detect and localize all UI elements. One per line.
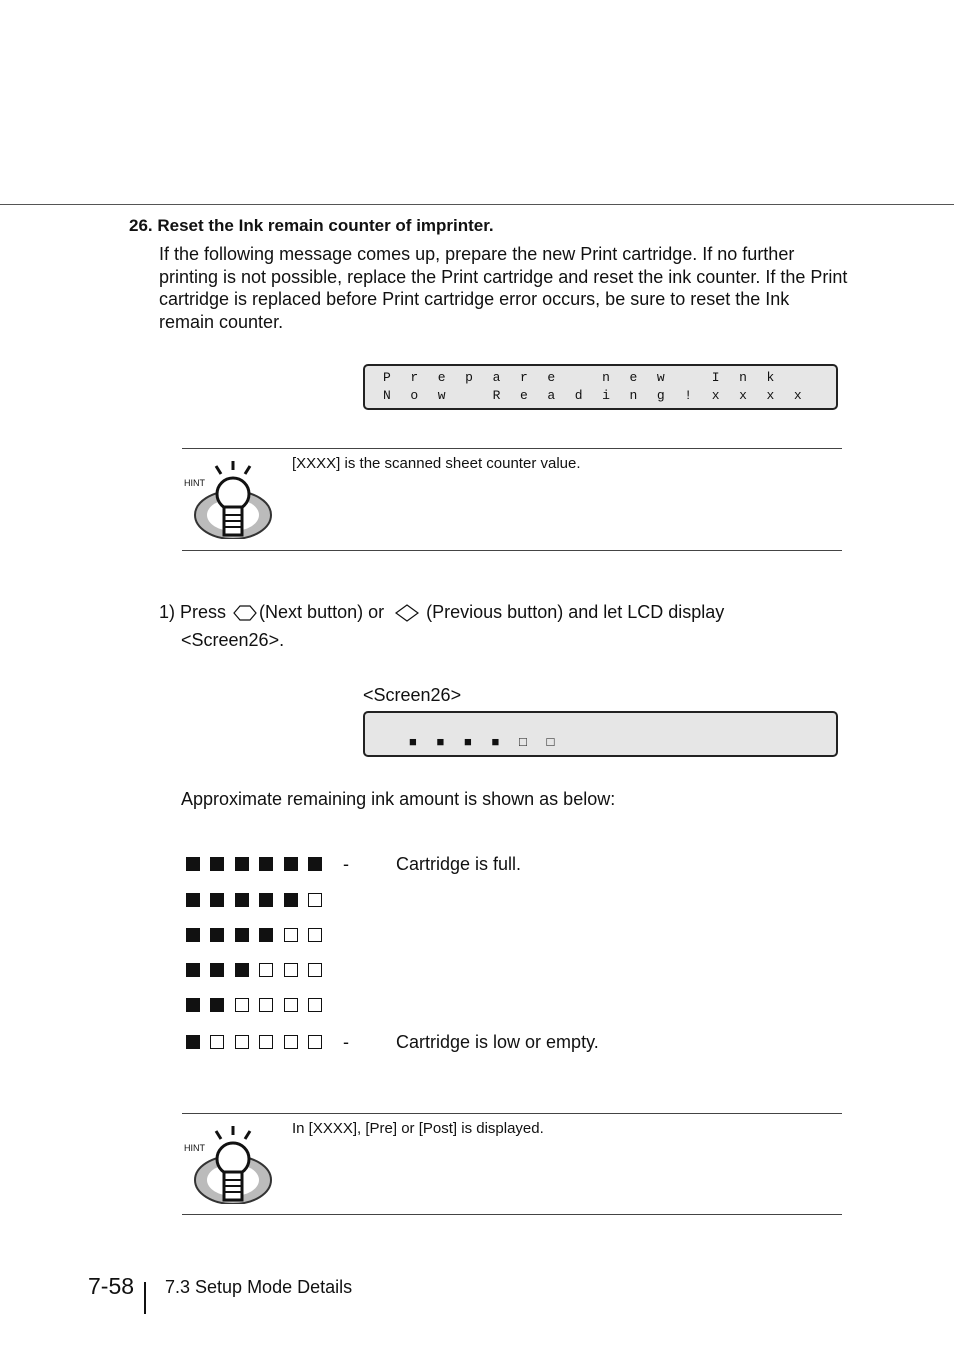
ink-square-empty — [284, 963, 298, 977]
ink-level-description: Cartridge is low or empty. — [396, 1032, 599, 1052]
next-button-icon — [233, 605, 257, 621]
footer-divider — [144, 1282, 146, 1314]
ink-level-dash: - — [343, 1032, 349, 1052]
ink-square-filled — [186, 857, 200, 871]
hint-box-1 — [182, 448, 842, 551]
lcd-char: r — [519, 370, 528, 385]
lcd-char: R — [492, 388, 501, 403]
ink-square-empty — [284, 928, 298, 942]
lcd-char: x — [793, 388, 802, 403]
step-paragraph: If the following message comes up, prepare the new Print cartridge. If no further printing is not possible, replace the Print cartridge and reset the ink counter. If the Print cartridge is replaced before Print cartridge error occurs, be sure to reset the Ink remain counter. — [159, 244, 848, 332]
screen26-display — [363, 711, 838, 757]
ink-square-filled — [186, 998, 200, 1012]
ink-level-row — [186, 854, 806, 877]
step-title: 26. Reset the Ink remain counter of imprinter. — [129, 216, 494, 235]
screen26-cell: ■ — [491, 734, 500, 749]
hint-bulb-icon — [186, 1124, 272, 1204]
ink-square-filled — [186, 963, 200, 977]
ink-square-empty — [259, 963, 273, 977]
ink-square-filled — [235, 963, 249, 977]
instruction-line-1 — [159, 602, 724, 623]
ink-square-filled — [235, 893, 249, 907]
instruction-next: (Next button) or — [259, 602, 385, 622]
lcd-char: n — [629, 388, 638, 403]
ink-square-empty — [235, 1035, 249, 1049]
ink-square-empty — [308, 893, 322, 907]
ink-square-empty — [308, 1035, 322, 1049]
lcd-char: n — [602, 370, 610, 385]
lcd-char — [465, 388, 492, 403]
screen26-cell: ■ — [464, 734, 472, 749]
ink-square-filled — [235, 857, 249, 871]
ink-square-filled — [284, 857, 298, 871]
ink-square-filled — [210, 893, 224, 907]
lcd-char: P — [383, 370, 391, 385]
lcd-char: d — [574, 388, 583, 403]
ink-square-filled — [259, 893, 273, 907]
screen26-cells — [409, 734, 574, 749]
ink-square-filled — [186, 893, 200, 907]
ink-square-empty — [235, 998, 249, 1012]
screen26-cell: □ — [546, 734, 555, 749]
hint-bulb-icon — [186, 459, 272, 539]
ink-square-filled — [259, 928, 273, 942]
lcd-char: e — [547, 370, 556, 385]
lcd-char: N — [383, 388, 391, 403]
ink-square-filled — [210, 928, 224, 942]
lcd-char: r — [410, 370, 419, 385]
lcd-char: i — [602, 388, 610, 403]
ink-level-row — [186, 998, 806, 1018]
ink-square-empty — [284, 998, 298, 1012]
ink-square-filled — [210, 857, 224, 871]
ink-level-row — [186, 963, 806, 983]
lcd-char: a — [492, 370, 501, 385]
lcd-line-1 — [383, 370, 794, 385]
screen26-cell: □ — [519, 734, 527, 749]
ink-square-filled — [210, 963, 224, 977]
ink-square-empty — [308, 998, 322, 1012]
lcd-char — [684, 370, 711, 385]
section-title: 7.3 Setup Mode Details — [165, 1277, 353, 1297]
lcd-char: x — [739, 388, 747, 403]
hint-text: In [XXXX], [Pre] or [Post] is displayed. — [292, 1120, 544, 1137]
lcd-char: n — [739, 370, 747, 385]
ink-level-row — [186, 928, 806, 948]
ink-square-empty — [284, 1035, 298, 1049]
approx-text: Approximate remaining ink amount is shown as below: — [181, 789, 616, 809]
lcd-char: o — [410, 388, 419, 403]
lcd-char: x — [711, 388, 720, 403]
ink-level-row — [186, 893, 806, 913]
ink-square-filled — [308, 857, 322, 871]
lcd-char: a — [547, 388, 556, 403]
instruction-line-2: <Screen26>. — [181, 630, 285, 650]
ink-square-empty — [259, 1035, 273, 1049]
page-number: 7-58 — [88, 1273, 135, 1299]
instruction-prev: (Previous button) and let LCD display — [426, 602, 725, 622]
lcd-char: e — [629, 370, 638, 385]
instruction-prefix: 1) Press — [159, 602, 227, 622]
lcd-char: e — [519, 388, 528, 403]
hint-box-2 — [182, 1113, 842, 1215]
header-rule — [0, 204, 954, 205]
ink-square-filled — [210, 998, 224, 1012]
lcd-message-display — [363, 364, 838, 410]
ink-square-empty — [259, 998, 273, 1012]
lcd-char: ! — [684, 388, 693, 403]
lcd-char: k — [766, 370, 775, 385]
hint-text: [XXXX] is the scanned sheet counter value. — [292, 455, 581, 472]
ink-square-filled — [186, 928, 200, 942]
lcd-char: w — [437, 388, 446, 403]
lcd-char: p — [465, 370, 473, 385]
lcd-char: g — [656, 388, 665, 403]
screen26-cell: ■ — [409, 734, 417, 749]
lcd-char: w — [656, 370, 665, 385]
lcd-char: I — [711, 370, 720, 385]
ink-square-filled — [284, 893, 298, 907]
ink-level-row — [186, 1032, 806, 1055]
screen26-cell: ■ — [436, 734, 445, 749]
screen26-label: <Screen26> — [363, 685, 462, 705]
ink-square-empty — [308, 963, 322, 977]
ink-square-filled — [235, 928, 249, 942]
ink-square-filled — [186, 1035, 200, 1049]
ink-square-empty — [308, 928, 322, 942]
ink-level-description: Cartridge is full. — [396, 854, 522, 874]
lcd-char: x — [766, 388, 775, 403]
hint-label: HINT — [184, 1143, 205, 1153]
lcd-char — [575, 370, 602, 385]
hint-label: HINT — [184, 478, 205, 488]
lcd-char: e — [437, 370, 446, 385]
previous-button-icon — [395, 604, 419, 622]
lcd-line-2 — [383, 388, 821, 403]
ink-square-empty — [210, 1035, 224, 1049]
ink-level-dash: - — [343, 854, 349, 874]
ink-square-filled — [259, 857, 273, 871]
